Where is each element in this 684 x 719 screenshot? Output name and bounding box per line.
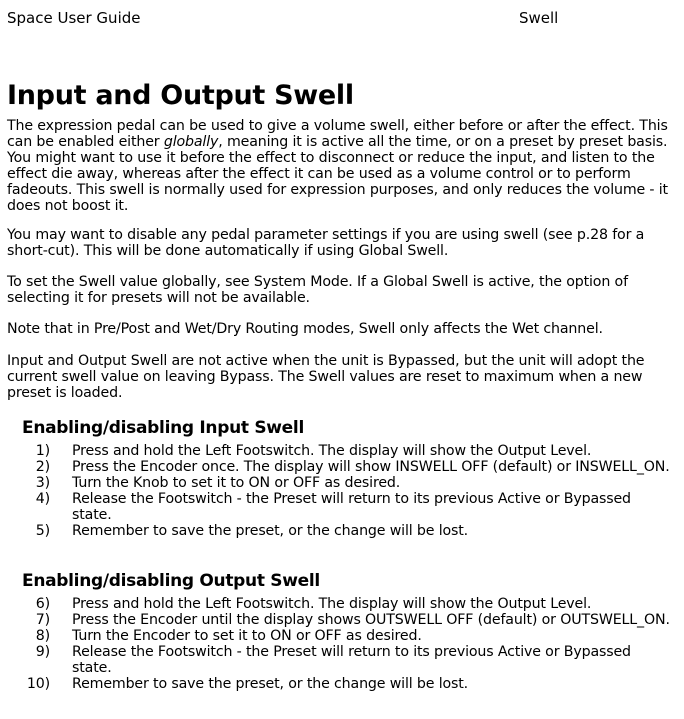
step-text: Turn the Knob to set it to ON or OFF as desired.	[72, 475, 401, 491]
step-text: Press and hold the Left Footswitch. The display will show the Output Level.	[72, 443, 592, 459]
step-number: 10)	[26, 676, 50, 692]
list-item	[0, 612, 670, 628]
paragraph-pedal-settings: You may want to disable any pedal parameter settings if you are using swell (see p.28 for a short-cut). This will be done automatically if using Global Swell.	[7, 227, 645, 259]
list-item	[0, 523, 670, 539]
paragraph-intro	[7, 118, 679, 214]
section-heading-output-swell: Enabling/disabling Output Swell	[22, 571, 320, 591]
step-number: 8)	[35, 628, 50, 644]
step-text: Release the Footswitch - the Preset will return to its previous Active or Bypassed state.	[72, 644, 631, 676]
step-text: Press the Encoder once. The display will show INSWELL OFF (default) or INSWELL_ON.	[72, 459, 670, 475]
list-item	[0, 491, 670, 523]
step-text: Press and hold the Left Footswitch. The display will show the Output Level.	[72, 596, 592, 612]
step-text: Turn the Encoder to set it to ON or OFF as desired.	[72, 628, 422, 644]
list-item	[0, 475, 670, 491]
step-text: Remember to save the preset, or the change will be lost.	[72, 676, 469, 692]
paragraph-intro-part-a: The expression pedal can be used to give a volume swell, either before or after the effect. This can be enabled either	[7, 118, 668, 150]
step-text: Release the Footswitch - the Preset will return to its previous Active or Bypassed state.	[72, 491, 631, 523]
step-number: 6)	[35, 596, 50, 612]
running-header-left: Space User Guide	[7, 9, 141, 27]
step-number: 4)	[35, 491, 50, 507]
step-number: 1)	[35, 443, 50, 459]
running-header-right: Swell	[519, 9, 559, 27]
list-item	[0, 676, 670, 692]
emphasis-globally: globally	[163, 134, 219, 150]
output-swell-steps	[0, 596, 670, 692]
input-swell-steps	[0, 443, 670, 539]
list-item	[0, 644, 670, 676]
page-title: Input and Output Swell	[7, 80, 354, 111]
step-number: 2)	[35, 459, 50, 475]
step-number: 5)	[35, 523, 50, 539]
step-number: 7)	[35, 612, 50, 628]
list-item	[0, 443, 670, 459]
list-item	[0, 596, 670, 612]
paragraph-bypass-note: Input and Output Swell are not active when the unit is Bypassed, but the unit will adopt the current swell value on leaving Bypass. The Swell values are reset to maximum when a new preset is loaded.	[7, 353, 645, 401]
list-item	[0, 459, 670, 475]
paragraph-intro-part-b: , meaning it is active all the time, or on a preset by preset basis. You might want to use it before the effect to disconnect or reduce the input, and listen to the effect die away, whereas after the effect it can be used as a volume control or to perform fadeouts. This swell is normally used for expression purposes, and only reduces the volume - it does not boost it.	[7, 134, 668, 214]
step-text: Press the Encoder until the display shows OUTSWELL OFF (default) or OUTSWELL_ON.	[72, 612, 670, 628]
section-heading-input-swell: Enabling/disabling Input Swell	[22, 418, 304, 438]
step-text: Remember to save the preset, or the change will be lost.	[72, 523, 469, 539]
paragraph-global-swell: To set the Swell value globally, see System Mode. If a Global Swell is active, the option of selecting it for presets will not be available.	[7, 274, 628, 306]
step-number: 9)	[35, 644, 50, 660]
paragraph-routing-note: Note that in Pre/Post and Wet/Dry Routing modes, Swell only affects the Wet channel.	[7, 321, 603, 337]
list-item	[0, 628, 670, 644]
step-number: 3)	[35, 475, 50, 491]
